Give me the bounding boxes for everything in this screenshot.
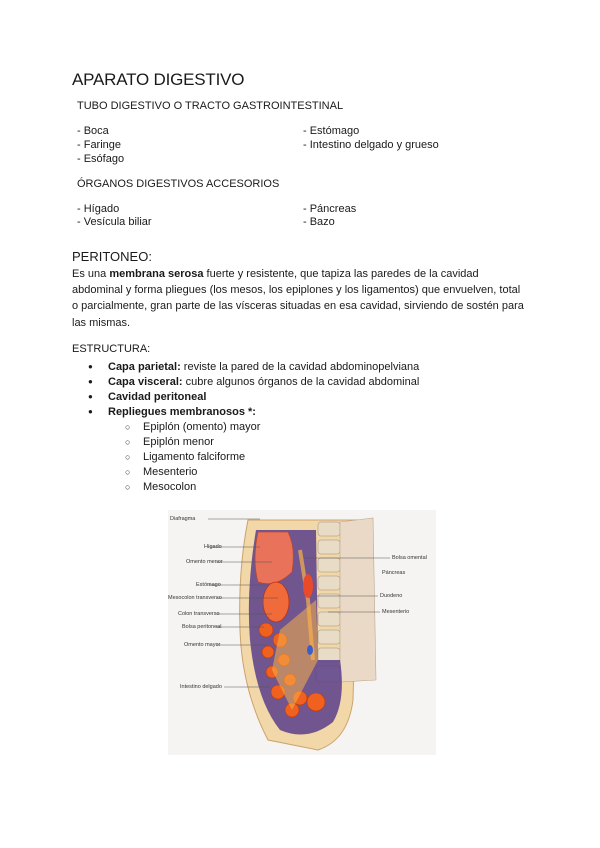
sub-item: ○ Epiplón (omento) mayor <box>143 420 260 434</box>
page-title: APARATO DIGESTIVO <box>72 70 245 89</box>
peritoneum-diagram <box>168 510 436 755</box>
list-item: - Bazo <box>303 216 335 228</box>
figure-label: Duodeno <box>380 593 403 599</box>
bullet-term: Capa parietal: <box>108 361 181 373</box>
bullet-term: Cavidad peritoneal <box>108 391 207 403</box>
sub-item: ○ Epiplón menor <box>143 435 214 449</box>
figure-label: Intestino delgado <box>180 684 222 690</box>
figure-label: Estómago <box>196 582 221 588</box>
bullet-item <box>108 360 419 374</box>
list-item: - Páncreas <box>303 203 357 215</box>
bullet-item <box>108 390 206 404</box>
sub-item: ○ Mesenterio <box>143 465 197 479</box>
bullet-text: cubre algunos órganos de la cavidad abdominal <box>182 376 420 388</box>
bullet-item <box>108 405 256 419</box>
sub-item: ○ Ligamento falciforme <box>143 450 245 464</box>
section-heading-estructura: ESTRUCTURA: <box>72 343 151 355</box>
figure-label: Mesenterio <box>382 609 410 615</box>
bullet-term: Capa visceral: <box>108 376 183 388</box>
bullet-item <box>108 375 419 389</box>
section-heading-accesorios: ÓRGANOS DIGESTIVOS ACCESORIOS <box>77 178 280 190</box>
list-item: - Intestino delgado y grueso <box>303 139 439 151</box>
section-heading-peritoneo: PERITONEO: <box>72 249 152 264</box>
list-item: - Faringe <box>77 139 122 151</box>
list-item: - Boca <box>77 125 109 137</box>
bullet-term: Repliegues membranosos *: <box>108 406 256 418</box>
figure-label: Mesocolon transverso <box>168 595 222 601</box>
figure-label: Colon transverso <box>178 611 220 617</box>
list-item: - Esófago <box>77 153 125 165</box>
figure-label: Omento mayor <box>184 642 221 648</box>
list-item: - Vesícula biliar <box>77 216 152 228</box>
figure-label: Diafragma <box>170 516 196 522</box>
paragraph-text: Es una <box>72 268 110 280</box>
figure-label: Hígado <box>204 544 222 550</box>
bullet-text: reviste la pared de la cavidad abdominopelviana <box>180 361 420 373</box>
figure-label: Páncreas <box>382 570 406 576</box>
sub-item: ○ Mesocolon <box>143 480 196 494</box>
section-heading-tubo: TUBO DIGESTIVO O TRACTO GASTROINTESTINAL <box>77 100 344 112</box>
paragraph-text: fuerte y resistente, que tapiza las paredes de la cavidad abdominal y forma pliegues (los mesos, los epiplones y los ligamentos) que envuelven, total o parcialmente, gran parte de las vísceras situadas en esa cavidad, sirviendo de sostén para las mismas. <box>72 268 524 329</box>
list-item: - Hígado <box>77 203 120 215</box>
figure-label: Bolsa peritoneal <box>182 624 222 630</box>
figure-label: Bolsa omental <box>392 555 427 561</box>
peritoneo-paragraph <box>72 266 528 331</box>
paragraph-bold-term: membrana serosa <box>109 268 204 280</box>
figure-label: Omento menor <box>186 559 223 565</box>
list-item: - Estómago <box>303 125 360 137</box>
